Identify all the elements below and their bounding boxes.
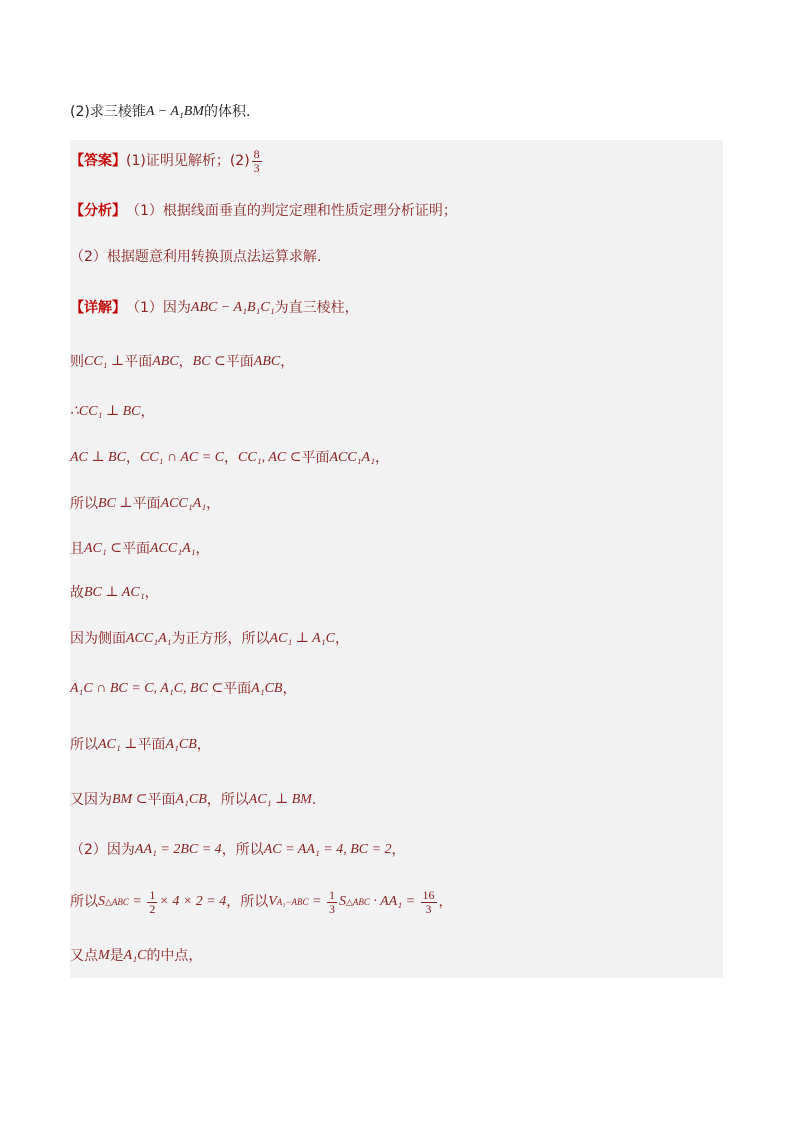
l12-m2: × 4 × 2 = 4: [159, 894, 227, 909]
analysis-line-2: [70, 247, 723, 267]
l12-t2: ，所以: [226, 894, 269, 910]
analysis-line: [70, 201, 723, 221]
l12-f3-den: 3: [425, 901, 432, 916]
l1-m1: CC₁ ⊥: [84, 354, 125, 369]
detail-t1: （1）因为: [126, 300, 191, 316]
analysis-text: （1）根据线面垂直的判定定理和性质定理分析证明；: [126, 203, 457, 219]
l10-m1: BM ⊂: [112, 792, 148, 807]
proof-line-6: [70, 583, 723, 603]
l10-t4: .: [311, 792, 317, 808]
l3-m4: ACC₁A₁: [329, 450, 375, 465]
l1-m4: ABC: [253, 354, 281, 369]
l2-t1: ，: [140, 404, 155, 420]
detail-t2: 为直三棱柱，: [274, 300, 359, 316]
analysis2-text: （2）根据题意利用转换顶点法运算求解.: [70, 249, 322, 265]
l9-t1: 所以: [70, 737, 98, 753]
l5-m2: ACC₁A₁: [150, 541, 196, 556]
l1-t4: 平面: [225, 354, 254, 370]
proof-line-4: [70, 494, 723, 514]
l2-m1: ∴CC₁ ⊥ BC: [70, 404, 141, 419]
proof-line-10: [70, 790, 723, 810]
l9-m2: A₁CB: [165, 737, 197, 752]
l1-t3: ，: [178, 354, 193, 370]
proof-line-3: [70, 448, 723, 468]
l4-m1: BC ⊥: [98, 496, 133, 511]
l12-m3b: =: [308, 894, 325, 909]
proof-line-9: [70, 735, 723, 755]
l7-t2: 为正方形，所以: [171, 631, 270, 647]
l3-t3: 平面: [301, 450, 330, 466]
l13-t3: 的中点，: [146, 948, 203, 964]
l12-f1-num: 1: [149, 887, 156, 902]
l1-t1: 则: [70, 354, 84, 370]
l12-frac-1: [147, 889, 157, 916]
l12-m4: S: [338, 894, 346, 909]
l12-frac-2: [327, 889, 337, 916]
l10-t2: 平面: [147, 792, 176, 808]
l6-t2: ，: [144, 585, 159, 601]
l12-m1b: =: [128, 894, 146, 909]
l6-m1: BC ⊥ AC₁: [84, 585, 145, 600]
l13-m2: A₁C: [123, 948, 147, 963]
l12-f3-num: 16: [422, 887, 435, 902]
proof-line-2: [70, 402, 723, 422]
l7-t3: ，: [334, 631, 349, 647]
answer-frac-den: 3: [253, 160, 260, 175]
l3-t1: ，: [125, 450, 140, 466]
l5-t2: 平面: [122, 541, 150, 557]
answer-tag: 【答案】: [70, 153, 126, 169]
proof-line-8: [70, 679, 723, 699]
answer-frac-num: 8: [253, 146, 260, 161]
l12-m4b: · AA₁ =: [369, 894, 419, 909]
question-line: [70, 102, 723, 122]
proof-line-7: [70, 629, 723, 649]
l10-m3: AC₁ ⊥ BM: [248, 792, 312, 807]
l4-t3: ，: [206, 496, 221, 512]
l3-m1: AC ⊥ BC: [70, 450, 126, 465]
l3-t2: ，: [224, 450, 239, 466]
answer-line: [70, 146, 723, 175]
question-prefix: (2)求三棱锥: [70, 104, 146, 120]
detail-m1: ABC − A₁B₁C₁: [190, 300, 275, 315]
l1-t2: 平面: [124, 354, 153, 370]
l12-t3: ，: [438, 894, 453, 910]
l12-t1: 所以: [70, 894, 98, 910]
analysis-tag: 【分析】: [70, 203, 126, 219]
l9-m1: AC₁ ⊥: [98, 737, 138, 752]
detail-tag: 【详解】: [70, 300, 126, 316]
l7-m1: ACC₁A₁: [126, 631, 172, 646]
l1-m2: ABC: [152, 354, 179, 369]
l12-m3: V: [268, 894, 277, 909]
l12-sub1: △ABC: [105, 897, 129, 907]
l13-m1: M: [98, 948, 110, 963]
l13-t1: 又点: [70, 948, 98, 964]
l4-t1: 所以: [70, 496, 98, 512]
l9-t3: ，: [196, 737, 211, 753]
l5-m1: AC₁ ⊂: [84, 541, 122, 556]
l12-sub2: A₁−ABC: [276, 897, 309, 907]
l10-t3: ，所以: [206, 792, 249, 808]
l11-m2: AC = AA₁ = 4, BC = 2: [263, 842, 392, 857]
l12-frac-3: [421, 889, 437, 916]
l4-t2: 平面: [132, 496, 161, 512]
l12-f2-den: 3: [328, 901, 335, 916]
l1-t5: ，: [280, 354, 295, 370]
l12-f2-num: 1: [328, 887, 335, 902]
question-suffix: 的体积.: [203, 104, 251, 120]
l1-m3: BC ⊂: [192, 354, 226, 369]
l5-t3: ，: [195, 541, 210, 557]
l10-t1: 又因为: [70, 792, 112, 808]
l7-m2: AC₁ ⊥ A₁C: [269, 631, 335, 646]
l8-m1: A₁C ∩ BC = C, A₁C, BC ⊂: [70, 681, 224, 696]
l8-t1: 平面: [223, 681, 252, 697]
proof-line-11: [70, 840, 723, 860]
l11-t1: （2）因为: [70, 842, 135, 858]
l6-t1: 故: [70, 585, 84, 601]
l12-f1-den: 2: [149, 901, 156, 916]
l9-t2: 平面: [137, 737, 166, 753]
question-math: A − A₁BM: [145, 104, 204, 119]
proof-line-13: [70, 946, 723, 966]
l4-m2: ACC₁A₁: [160, 496, 207, 511]
l3-m2: CC₁ ∩ AC = C: [139, 450, 225, 465]
l12-sub3: △ABC: [345, 897, 370, 907]
l13-t2: 是: [109, 948, 124, 964]
l11-t3: ，: [391, 842, 406, 858]
l8-m2: A₁CB: [251, 681, 283, 696]
l5-t1: 且: [70, 541, 84, 557]
proof-line-1: [70, 352, 723, 372]
l11-m1: AA₁ = 2BC = 4: [134, 842, 222, 857]
l3-t4: ，: [374, 450, 389, 466]
l12-m1: S: [98, 894, 105, 909]
answer-fraction: [252, 148, 262, 175]
l7-t1: 因为侧面: [70, 631, 126, 647]
l3-m3: CC₁, AC ⊂: [238, 450, 302, 465]
l8-t2: ，: [282, 681, 297, 697]
l11-t2: ，所以: [221, 842, 264, 858]
proof-line-12: [70, 887, 723, 917]
l10-m2: A₁CB: [175, 792, 207, 807]
answer-text: (1)证明见解析；(2): [126, 153, 250, 169]
proof-line-5: [70, 539, 723, 559]
detail-line: [70, 298, 723, 318]
